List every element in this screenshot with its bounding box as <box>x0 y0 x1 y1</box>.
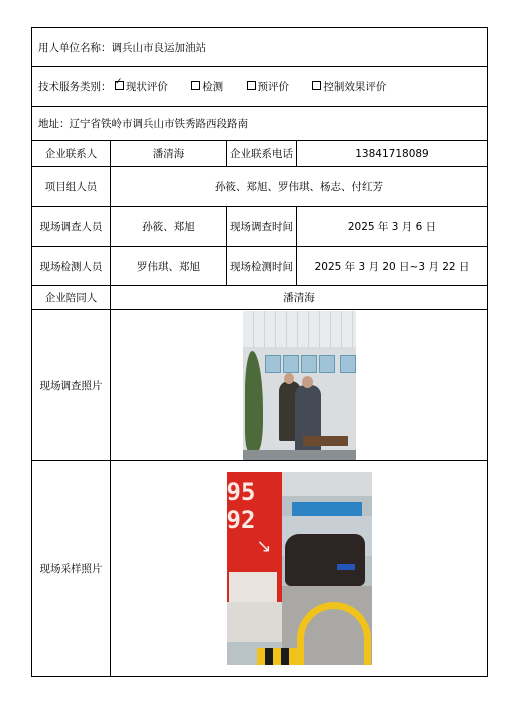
row-testing <box>32 247 488 286</box>
survey-photo-cell <box>111 310 488 461</box>
wall-poster <box>319 355 335 373</box>
row-sampling-photo <box>32 461 488 677</box>
wall-poster <box>265 355 281 373</box>
option-label: 现状评价 <box>125 81 168 93</box>
checkbox-icon[interactable] <box>247 81 256 90</box>
wall-poster <box>301 355 317 373</box>
wall-poster <box>340 355 356 373</box>
service-label: 技术服务类别： <box>38 81 112 93</box>
survey-time-value: 2025 年 3 月 6 日 <box>297 207 488 247</box>
option-label: 控制效果评价 <box>323 81 387 93</box>
canopy <box>282 472 372 496</box>
arrow-down-right-icon: ↘ <box>256 536 272 557</box>
hazard-stripe <box>257 648 297 665</box>
testing-person-value: 罗伟琪、郑旭 <box>111 247 227 286</box>
row-team <box>32 167 488 207</box>
checkbox-icon[interactable] <box>191 81 200 90</box>
unit-label: 用人单位名称： <box>38 41 112 54</box>
contact-phone-value: 13841718089 <box>297 141 488 167</box>
contact-phone-label: 企业联系电话 <box>227 141 297 167</box>
license-plate <box>337 564 355 570</box>
person-head <box>284 373 294 384</box>
option-pre-eval[interactable] <box>247 81 290 93</box>
fuel-grade-92: 92 <box>226 506 256 534</box>
testing-person-label: 现场检测人员 <box>32 247 111 286</box>
team-label: 项目组人员 <box>32 167 111 207</box>
unit-value: 调兵山市良运加油站 <box>111 41 206 54</box>
option-label: 预评价 <box>257 81 290 93</box>
row-survey <box>32 207 488 247</box>
floor <box>243 450 356 460</box>
survey-person-label: 现场调查人员 <box>32 207 111 247</box>
survey-photo <box>243 311 356 460</box>
record-form <box>31 27 487 677</box>
row-survey-photo <box>32 310 488 461</box>
fuel-grade-95: 95 <box>226 478 256 506</box>
row-service <box>32 67 488 107</box>
option-testing[interactable] <box>191 81 223 93</box>
testing-time-value: 2025 年 3 月 20 日~3 月 22 日 <box>297 247 488 286</box>
row-address <box>32 107 488 141</box>
contact-person-label: 企业联系人 <box>32 141 111 167</box>
survey-time-label: 现场调查时间 <box>227 207 297 247</box>
team-value: 孙筱、郑旭、罗伟琪、杨志、付红芳 <box>111 167 488 207</box>
testing-time-label: 现场检测时间 <box>227 247 297 286</box>
wall-poster <box>283 355 299 373</box>
ceiling <box>243 311 356 347</box>
survey-person-value: 孙筱、郑旭 <box>111 207 227 247</box>
address-value: 辽宁省铁岭市调兵山市铁秀路西段路南 <box>69 118 248 130</box>
safety-rail <box>297 602 371 665</box>
address-cell <box>32 107 488 141</box>
station-sign <box>292 502 362 516</box>
escort-label: 企业陪同人 <box>32 286 111 310</box>
person-head <box>302 376 313 388</box>
escort-value: 潘清海 <box>111 286 488 310</box>
sampling-photo <box>227 472 372 665</box>
row-escort <box>32 286 488 310</box>
option-current-eval[interactable] <box>115 81 168 93</box>
unit-cell <box>32 28 488 67</box>
sampling-photo-cell <box>111 461 488 677</box>
record-table <box>31 27 488 677</box>
option-label: 检测 <box>202 81 224 93</box>
sampling-photo-label: 现场采样照片 <box>32 461 111 677</box>
checkbox-checked-icon[interactable] <box>115 81 124 90</box>
option-control-eval[interactable] <box>312 81 386 93</box>
service-cell <box>32 67 488 107</box>
checkbox-icon[interactable] <box>312 81 321 90</box>
tea-table <box>303 436 348 446</box>
survey-photo-label: 现场调查照片 <box>32 310 111 461</box>
address-label: 地址： <box>38 118 70 130</box>
row-unit <box>32 28 488 67</box>
pump-base <box>227 602 282 642</box>
row-contact <box>32 141 488 167</box>
car <box>285 534 365 586</box>
contact-person-value: 潘清海 <box>111 141 227 167</box>
fuel-pump <box>229 572 277 602</box>
